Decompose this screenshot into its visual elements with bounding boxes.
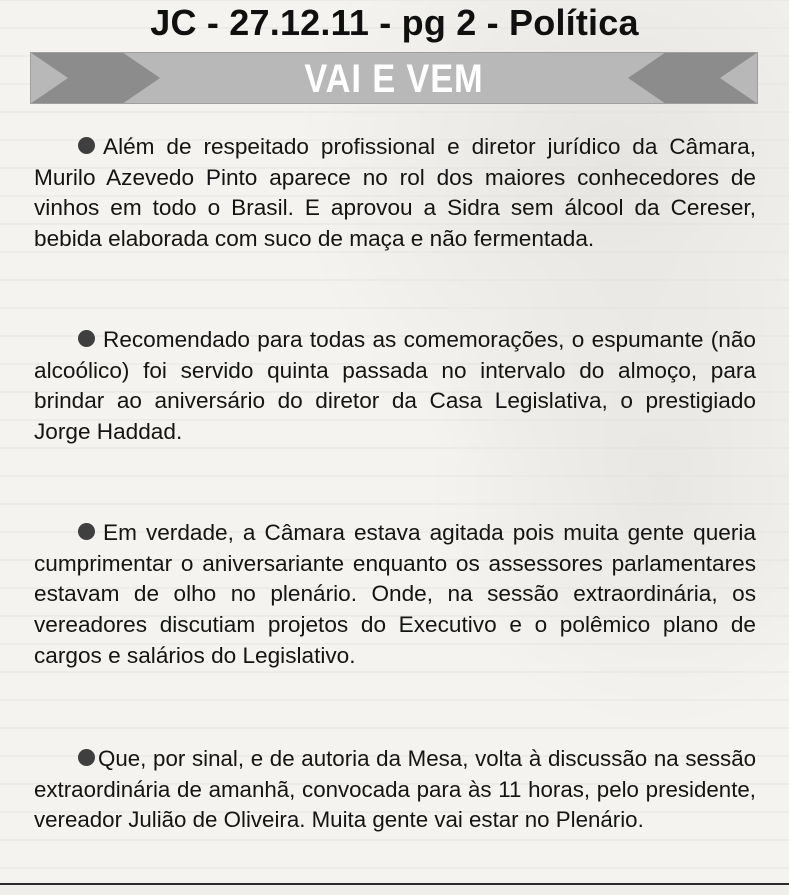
bottom-margin xyxy=(0,885,789,895)
article-paragraph xyxy=(34,744,756,836)
bullet-icon xyxy=(78,330,95,347)
clipping-header-title: JC - 27.12.11 - pg 2 - Política xyxy=(150,2,639,43)
bullet-icon xyxy=(78,749,95,766)
paragraph-text: Em verdade, a Câmara estava agitada pois muita gente queria cumprimentar o aniversariante enquanto os assessores parlamentares estavam de olho no plenário. Onde, na sessão extraordinária, os vereadores discutiam projetos do Executivo e o polêmico plano de cargos e salários do Legislativo. xyxy=(34,520,756,668)
section-banner xyxy=(30,52,758,104)
section-title: VAI E VEM xyxy=(304,57,484,101)
paragraph-text: Recomendado para todas as comemorações, o espumante (não alcoólico) foi servido quinta passada no intervalo do almoço, para brindar ao aniversário do diretor da Casa Legislativa, o prestigiado Jorge Haddad. xyxy=(34,327,756,445)
paragraph-text: Além de respeitado profissional e diretor jurídico da Câmara, Murilo Azevedo Pinto aparece no rol dos maiores conhecedores de vinhos em todo o Brasil. E aprovou a Sidra sem álcool da Cereser, bebida elaborada com suco de maça e não fermentada. xyxy=(34,134,756,252)
article-paragraph xyxy=(34,132,756,255)
bullet-icon xyxy=(78,137,95,154)
article-paragraph xyxy=(34,325,756,448)
paragraph-text: Que, por sinal, e de autoria da Mesa, volta à discussão na sessão extraordinária de amanhã, convocada para às 11 horas, pelo presidente, vereador Julião de Oliveira. Muita gente vai estar no Plenário. xyxy=(34,746,756,833)
bullet-icon xyxy=(78,523,95,540)
article-paragraph xyxy=(34,518,756,672)
